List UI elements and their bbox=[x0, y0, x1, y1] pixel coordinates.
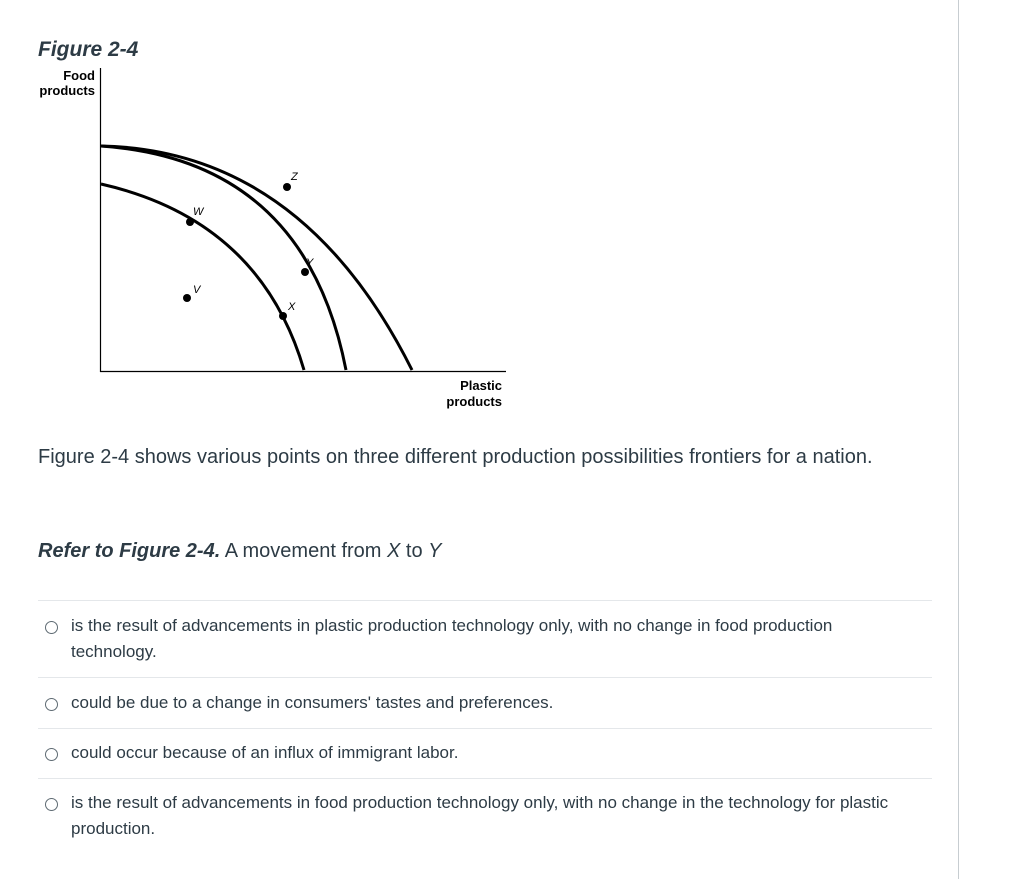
radio-button-3[interactable] bbox=[45, 748, 58, 761]
radio-button-2[interactable] bbox=[45, 698, 58, 711]
y-axis-label-line1: Food bbox=[63, 68, 95, 83]
ppf-figure bbox=[0, 0, 560, 420]
point-z bbox=[283, 183, 291, 191]
question-text-middle: to bbox=[400, 540, 429, 562]
answer-option-4[interactable] bbox=[38, 778, 932, 854]
answer-option-2-label: could be due to a change in consumers' tastes and preferences. bbox=[71, 693, 554, 712]
answer-option-1-label: is the result of advancements in plastic production technology only, with no change in food production technology. bbox=[71, 616, 833, 661]
figure-title: Figure 2-4 bbox=[38, 38, 139, 61]
question-text-before: A movement from bbox=[220, 540, 387, 562]
page-right-border bbox=[958, 0, 959, 879]
point-v-label: V bbox=[193, 284, 201, 296]
point-v bbox=[183, 294, 191, 302]
x-axis-label-line1: Plastic bbox=[460, 378, 502, 393]
y-axis-label-line2: products bbox=[39, 83, 95, 98]
radio-button-1[interactable] bbox=[45, 621, 58, 634]
x-axis-label-line2: products bbox=[446, 394, 502, 409]
answer-option-3-label: could occur because of an influx of immigrant labor. bbox=[71, 743, 459, 762]
answer-option-1[interactable] bbox=[38, 600, 932, 677]
point-x-label: X bbox=[288, 301, 296, 313]
answer-list bbox=[38, 600, 932, 854]
answer-option-4-label: is the result of advancements in food production technology only, with no change in the technology for plastic production. bbox=[71, 793, 889, 838]
point-y bbox=[301, 268, 309, 276]
point-y-label: Y bbox=[306, 257, 314, 269]
point-w bbox=[186, 218, 194, 226]
radio-button-4[interactable] bbox=[45, 798, 58, 811]
answer-option-2[interactable] bbox=[38, 677, 932, 728]
point-x bbox=[279, 312, 287, 320]
question-to-point: Y bbox=[428, 540, 442, 562]
question-text bbox=[38, 540, 441, 563]
question-from-point: X bbox=[387, 540, 401, 562]
question-reference: Refer to Figure 2-4. bbox=[38, 540, 221, 562]
answer-option-3[interactable] bbox=[38, 728, 932, 778]
point-w-label: W bbox=[193, 206, 204, 218]
point-z-label: Z bbox=[291, 171, 298, 183]
figure-description: Figure 2-4 shows various points on three different production possibilities frontiers for a nation. bbox=[38, 446, 873, 468]
ppf-curve-outer bbox=[101, 146, 412, 370]
